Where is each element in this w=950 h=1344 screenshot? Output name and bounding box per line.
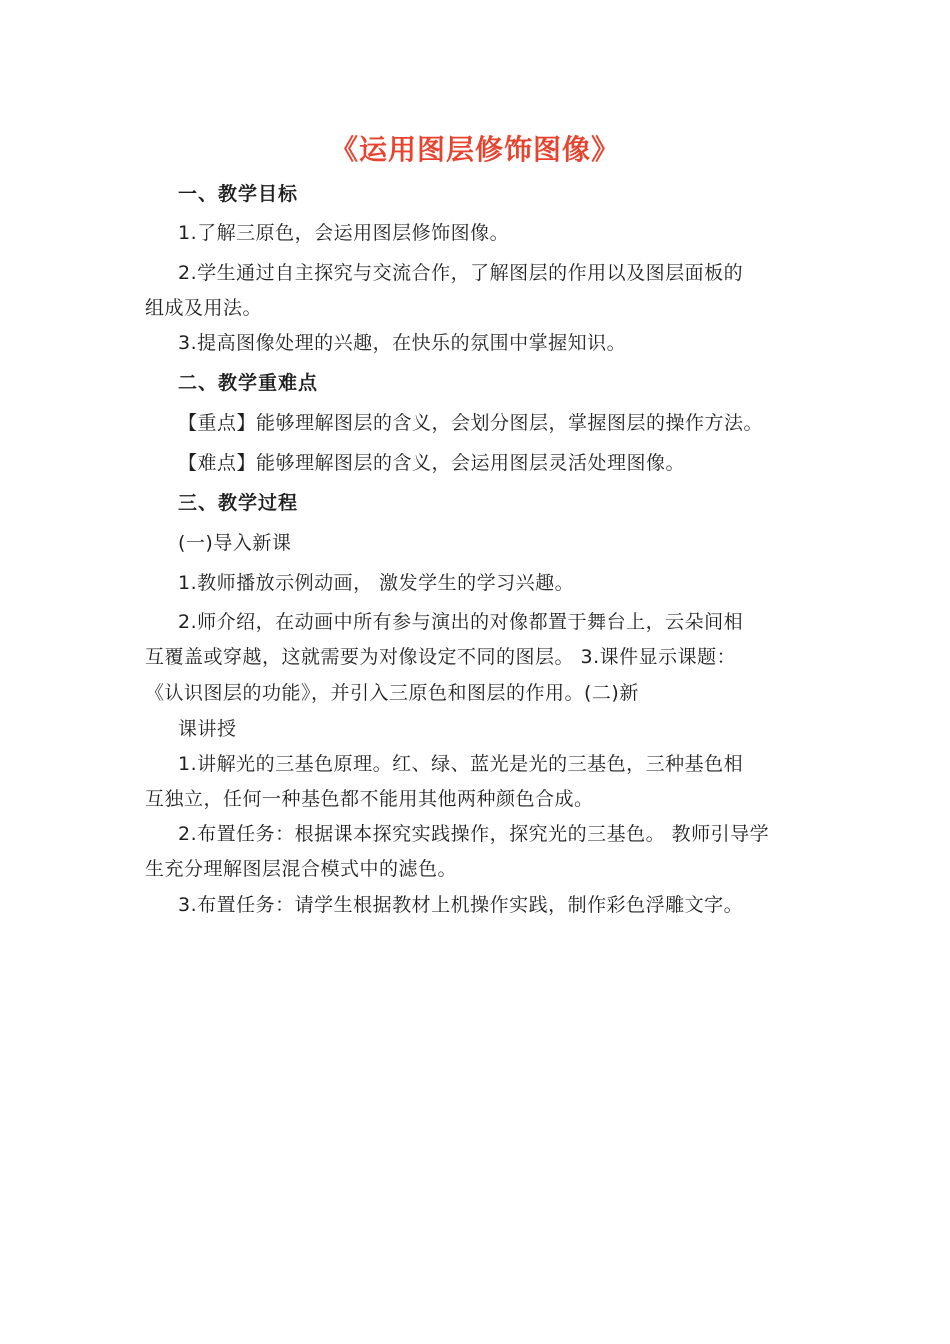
difficult-point: 【难点】能够理解图层的含义，会运用图层灵活处理图像。: [178, 452, 686, 474]
section-heading-key-points: 二、教学重难点: [178, 372, 319, 394]
objective-2-line-1: 2.学生通过自主探究与交流合作，了解图层的作用以及图层面板的: [178, 262, 744, 284]
document-title: 《运用图层修饰图像》: [329, 133, 620, 166]
key-point: 【重点】能够理解图层的含义，会划分图层，掌握图层的操作方法。: [178, 412, 764, 434]
lecture-step-2-line-2: 生充分理解图层混合模式中的滤色。: [145, 858, 458, 880]
objective-2-line-2: 组成及用法。: [145, 297, 263, 319]
process-step-2-line-1: 2.师介绍，在动画中所有参与演出的对像都置于舞台上，云朵间相: [178, 611, 744, 633]
lecture-step-3: 3.布置任务：请学生根据教材上机操作实践，制作彩色浮雕文字。: [178, 894, 744, 916]
process-step-2-line-2: 互覆盖或穿越，这就需要为对像设定不同的图层。 3.课件显示课题：: [145, 646, 737, 668]
section-heading-objectives: 一、教学目标: [178, 183, 299, 205]
section-heading-process: 三、教学过程: [178, 492, 299, 514]
lecture-step-2-line-1: 2.布置任务：根据课本探究实践操作，探究光的三基色。 教师引导学: [178, 823, 770, 845]
process-step-2-line-3: 《认识图层的功能》，并引入三原色和图层的作用。(二)新: [145, 682, 639, 704]
objective-1: 1.了解三原色，会运用图层修饰图像。: [178, 222, 510, 244]
objective-3: 3.提高图像处理的兴趣，在快乐的氛围中掌握知识。: [178, 332, 627, 354]
subsection-intro: (一)导入新课: [178, 532, 292, 554]
process-step-2-line-4: 课讲授: [178, 718, 237, 740]
lecture-step-1-line-1: 1.讲解光的三基色原理。红、绿、蓝光是光的三基色，三种基色相: [178, 753, 744, 775]
process-step-1: 1.教师播放示例动画， 激发学生的学习兴趣。: [178, 572, 575, 594]
lecture-step-1-line-2: 互独立，任何一种基色都不能用其他两种颜色合成。: [145, 788, 594, 810]
